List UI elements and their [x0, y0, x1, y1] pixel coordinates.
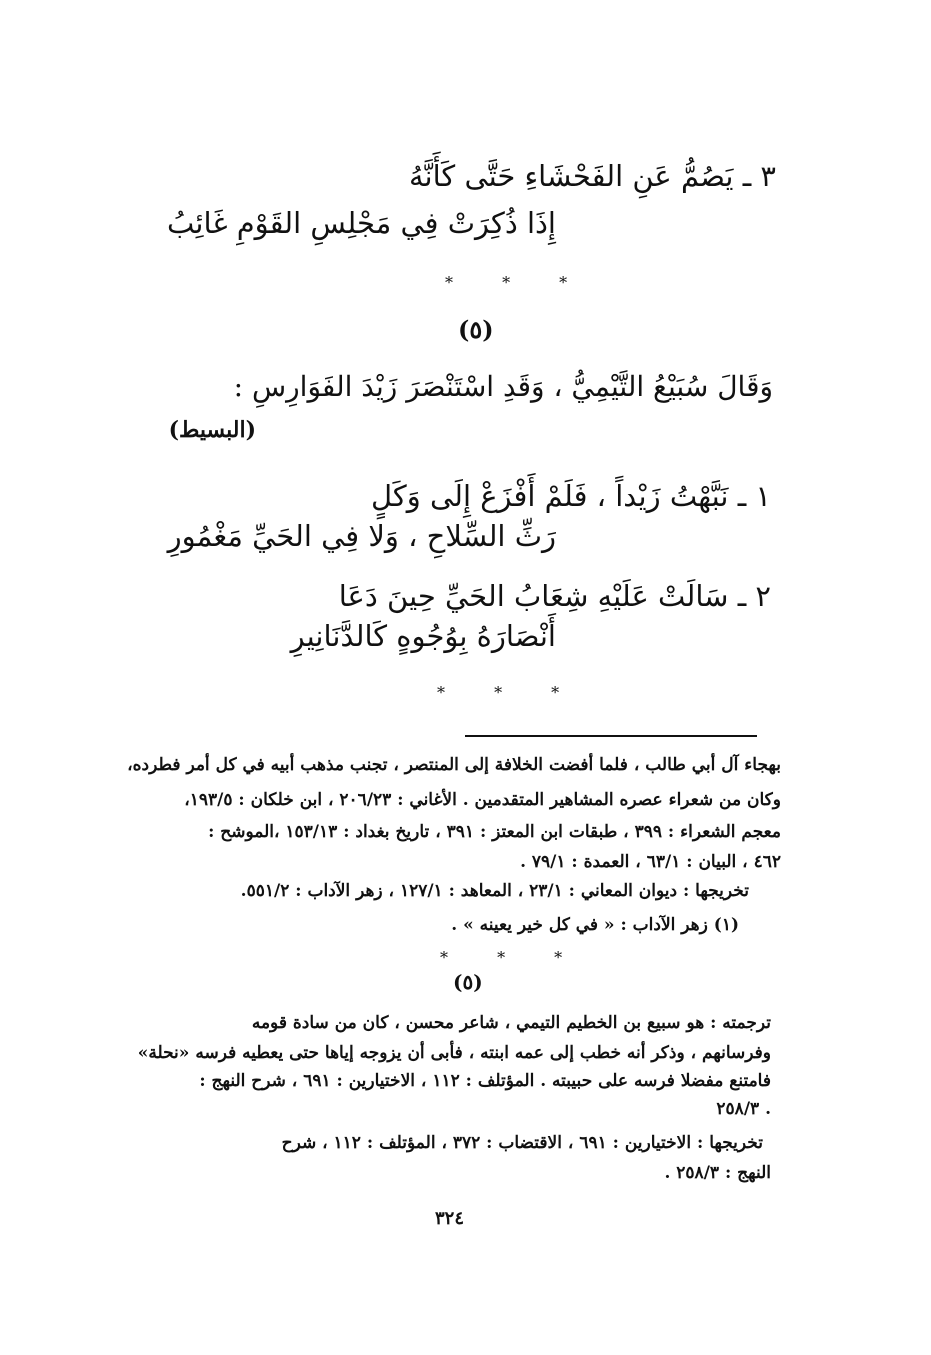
footnote-line: ٤٦٢ ، البيان : ٦٣/١ ، العمدة : ٧٩/١ .	[520, 852, 781, 872]
footnote-line: . ٢٥٨/٣	[716, 1099, 771, 1119]
footnote-separator-stars: * * *	[440, 948, 585, 967]
poem-meter: (البسيط)	[168, 417, 256, 443]
verse-1-first-hemistich: ١ ـ نَبَّهْتُ زَيْداً ، فَلَمْ أَفْزَعْ إِلَى وَكَلٍ	[370, 479, 771, 513]
poem-number: (٥)	[458, 315, 494, 344]
footnote-line: ترجمته : هو سبيع بن الخطيم التيمي ، شاعر محسن ، كان من سادة قومه	[251, 1013, 771, 1033]
footnote-line: (١) زهر الآداب : « في كل خير يعينه » .	[451, 915, 739, 935]
verse-1-second-hemistich: رَثِّ السِّلاحِ ، وَلا فِي الحَيِّ مَغْمُورِ	[167, 519, 556, 553]
footnote-line: النهج : ٢٥٨/٣ .	[664, 1163, 771, 1183]
verse-2-first-hemistich: ٢ ـ سَالَتْ عَلَيْهِ شِعَابُ الحَيِّ حِينَ دَعَا	[338, 579, 771, 613]
footnote-number: (٥)	[453, 970, 483, 994]
footnote-line: وكان من شعراء عصره المشاهير المتقدمين . الأغاني : ٢٠٦/٢٣ ، ابن خلكان : ١٩٣/٥،	[184, 790, 781, 810]
verse-3-second-hemistich: إِذَا ذُكِرَتْ فِي مَجْلِسِ القَوْمِ غَائِبُ	[166, 206, 556, 240]
footnote-rule	[465, 735, 757, 737]
separator-stars-2: * * *	[437, 683, 582, 702]
footnote-line: بهجاء آل أبي طالب ، فلما أفضت الخلافة إلى المنتصر ، تجنب مذهب أبيه في كل أمر فطرده،	[127, 755, 781, 775]
page-number: ٣٢٤	[435, 1208, 465, 1229]
poem-intro: وَقَالَ سُبَيْعُ التَّيْمِيُّ ، وَقَدِ اسْتَنْصَرَ زَيْدَ الفَوَارِسِ :	[233, 370, 773, 403]
footnote-line: وفرسانهم ، وذكر أنه خطب إلى عمه ابنته ، فأبى أن يزوجه إياها حتى يعطيه فرسه «نحلة»	[137, 1043, 771, 1063]
separator-stars: * * *	[445, 273, 590, 292]
footnote-line: تخريجها : الاختيارين : ٦٩١ ، الاقتضاب : ٣٧٢ ، المؤتلف : ١١٢ ، شرح	[281, 1133, 763, 1153]
verse-2-second-hemistich: أَنْصَارَهُ بِوُجُوهٍ كَالدَّنَانِيرِ	[290, 619, 556, 653]
footnote-line: فامتنع مفضلا فرسه على حبيبته . المؤتلف : ١١٢ ، الاختيارين : ٦٩١ ، شرح النهج :	[199, 1071, 771, 1091]
footnote-line: تخريجها : ديوان المعاني : ٢٣/١ ، المعاهد : ١٢٧/١ ، زهر الآداب : ٥٥١/٢.	[240, 881, 749, 901]
footnote-line: معجم الشعراء : ٣٩٩ ، طبقات ابن المعتز : ٣٩١ ، تاريخ بغداد : ١٥٣/١٣ ،الموشح :	[208, 822, 781, 842]
verse-3-first-hemistich: ٣ ـ يَصُمُّ عَنِ الفَحْشَاءِ حَتَّى كَأَنَّهُ	[408, 159, 776, 193]
